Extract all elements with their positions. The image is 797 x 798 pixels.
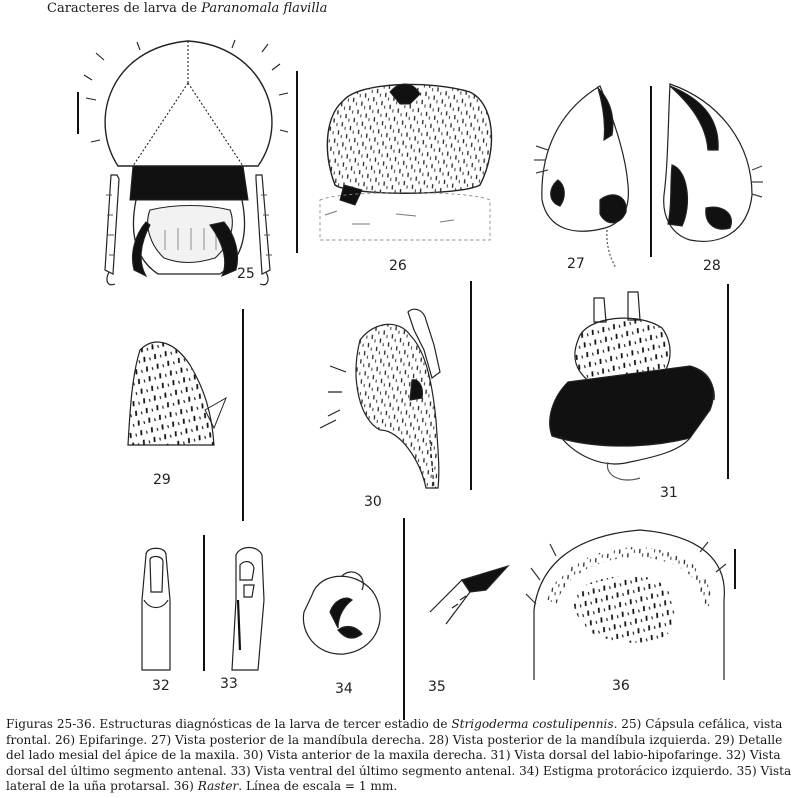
figure-number-29: 29: [153, 472, 171, 488]
figure-number-28: 28: [703, 258, 721, 274]
figure-number-30: 30: [364, 494, 382, 510]
figure-number-26: 26: [389, 258, 407, 274]
drawing-head-capsule: [84, 40, 288, 285]
caption-body: . 25) Cápsula cefálica, vista frontal. 26) Epifaringe. 27) Vista posterior de la mandíbula derecha. 28) Vista posterior de la mandíbula izquierda. 29) Detalle del lado mesial del ápice de la maxila. 30) Vista anterior de la maxila derecha. 31) Vista dorsal del labio-hipofaringe. 32) Vista dorsal del último segmento antenal. 33) Vista ventral del último segmento antenal. 34) Estigma protorácico izquierdo. 35) Vista lateral de la uña protarsal. 36): [6, 717, 792, 794]
caption-scale-note: . Línea de escala = 1 mm.: [238, 779, 398, 794]
figure-number-34: 34: [335, 681, 353, 697]
drawing-raster: [526, 530, 726, 680]
figure-number-36: 36: [612, 678, 630, 694]
figure-number-27: 27: [567, 256, 585, 272]
header-species: Paranomala flavilla: [201, 1, 328, 16]
figure-number-32: 32: [152, 678, 170, 694]
drawing-left-mandible: [664, 84, 763, 241]
caption-species: Strigoderma costulipennis: [451, 717, 614, 731]
drawing-spiracle: [303, 572, 380, 654]
drawing-antenna-ventral: [232, 548, 264, 671]
drawing-antenna-dorsal: [142, 548, 170, 670]
drawing-maxilla-apex: [128, 342, 226, 445]
drawing-epipharynx: [320, 84, 491, 240]
figure-number-33: 33: [220, 676, 238, 692]
figure-number-35: 35: [428, 679, 446, 695]
drawing-maxilla: [320, 309, 440, 488]
header-prefix: Caracteres de larva de: [47, 1, 202, 16]
drawing-right-mandible: [534, 86, 628, 268]
drawing-labium: [550, 292, 715, 480]
drawing-tarsal-claw: [430, 566, 508, 624]
figure-number-25: 25: [237, 266, 255, 282]
figure-number-31: 31: [660, 485, 678, 501]
caption-raster: Raster: [197, 779, 239, 794]
figure-caption: [6, 717, 794, 795]
caption-lead: Figuras 25-36. Estructuras diagnósticas de la larva de tercer estadio de: [6, 717, 452, 731]
